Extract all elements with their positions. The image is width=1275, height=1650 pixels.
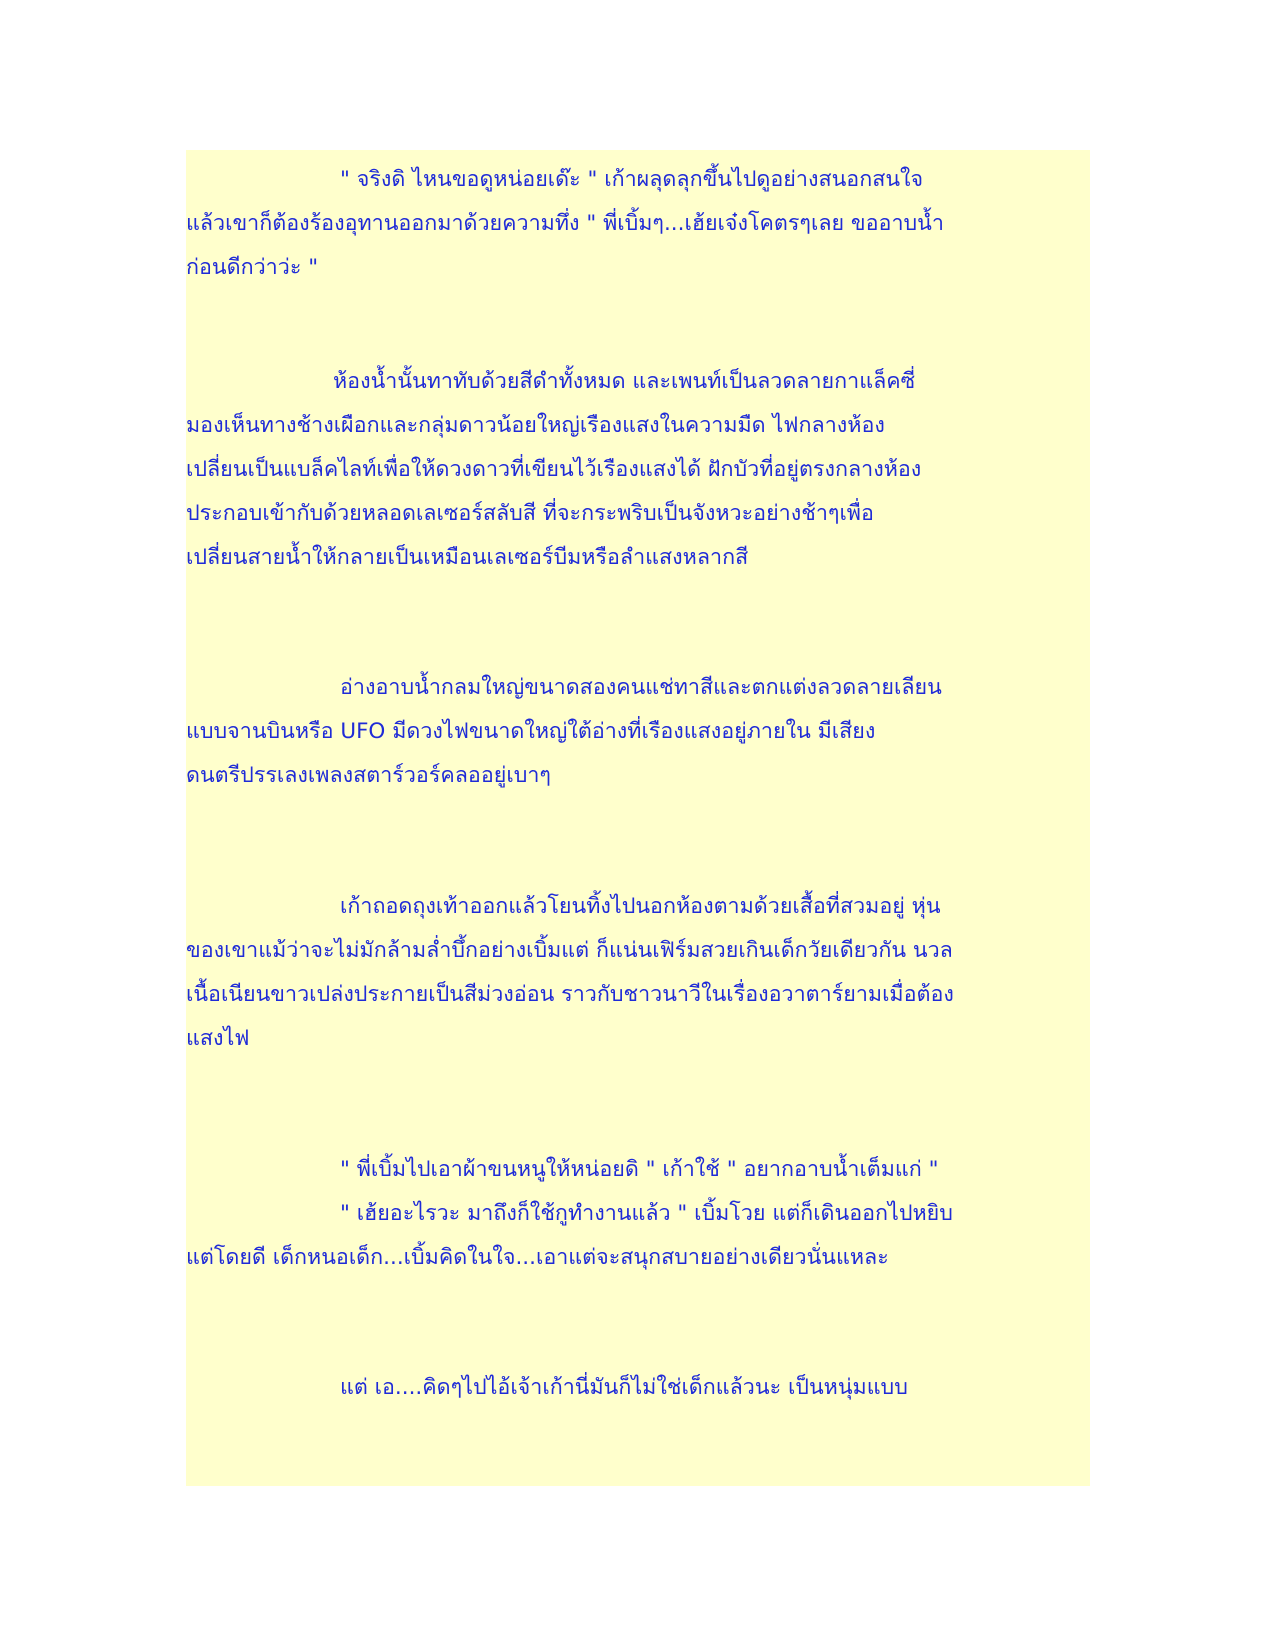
paragraph-1-line-3: ก่อนดีกว่าว่ะ " bbox=[186, 255, 319, 280]
paragraph-2-line-2: มองเห็นทางช้างเผือกและกลุ่มดาวน้อยใหญ่เรืองแสงในความมืด ไฟกลางห้อง bbox=[186, 413, 885, 438]
paragraph-1-line-1: " จริงดิ ไหนขอดูหน่อยเด๊ะ " เก้าผลุดลุกขึ้นไปดูอย่างสนอกสนใจ bbox=[340, 167, 924, 192]
highlighted-text-panel bbox=[186, 150, 1090, 1486]
paragraph-4-line-3: เนื้อเนียนขาวเปล่งประกายเป็นสีม่วงอ่อน ราวกับชาวนาวีในเรื่องอวาตาร์ยามเมื่อต้อง bbox=[186, 982, 954, 1007]
paragraph-6-line-1: แต่ เอ....คิดๆไปไอ้เจ้าเก้านี่มันก็ไม่ใช่เด็กแล้วนะ เป็นหนุ่มแบบ bbox=[340, 1375, 908, 1400]
paragraph-3-line-2: แบบจานบินหรือ UFO มีดวงไฟขนาดใหญ่ใต้อ่างที่เรืองแสงอยู่ภายใน มีเสียง bbox=[186, 719, 876, 744]
paragraph-4-line-1: เก้าถอดถุงเท้าออกแล้วโยนทิ้งไปนอกห้องตามด้วยเสื้อที่สวมอยู่ หุ่น bbox=[340, 894, 941, 919]
dialogue-line-2: " เฮ้ยอะไรวะ มาถึงก็ใช้กูทำงานแล้ว " เบิ้มโวย แต่ก็เดินออกไปหยิบ bbox=[340, 1201, 953, 1226]
paragraph-1-line-2: แล้วเขาก็ต้องร้องอุทานออกมาด้วยความทึ่ง " พี่เบิ้มๆ...เฮ้ยเจ๋งโคตรๆเลย ขออาบน้ำ bbox=[186, 211, 944, 236]
dialogue-line-1: " พี่เบิ้มไปเอาผ้าขนหนูให้หน่อยดิ " เก้าใช้ " อยากอาบน้ำเต็มแก่ " bbox=[340, 1157, 939, 1182]
dialogue-line-3: แต่โดยดี เด็กหนอเด็ก...เบิ้มคิดในใจ...เอาแต่จะสนุกสบายอย่างเดียวนั่นแหละ bbox=[186, 1245, 889, 1270]
paragraph-2-line-1: ห้องน้ำนั้นทาทับด้วยสีดำทั้งหมด และเพนท์เป็นลวดลายกาแล็คซี่ bbox=[333, 369, 916, 394]
paragraph-4-line-2: ของเขาแม้ว่าจะไม่มักล้ามล่ำบึ้กอย่างเบิ้มแต่ ก็แน่นเฟิร์มสวยเกินเด็กวัยเดียวกัน นวล bbox=[186, 938, 953, 963]
paragraph-2-line-3: เปลี่ยนเป็นแบล็คไลท์เพื่อให้ดวงดาวที่เขียนไว้เรืองแสงได้ ฝักบัวที่อยู่ตรงกลางห้อง bbox=[186, 457, 922, 482]
paragraph-2-line-5: เปลี่ยนสายน้ำให้กลายเป็นเหมือนเลเซอร์บีมหรือลำแสงหลากสี bbox=[186, 545, 749, 570]
paragraph-3-line-3: ดนตรีปรรเลงเพลงสตาร์วอร์คลออยู่เบาๆ bbox=[186, 763, 551, 788]
paragraph-2-line-4: ประกอบเข้ากับด้วยหลอดเลเซอร์สลับสี ที่จะกระพริบเป็นจังหวะอย่างช้าๆเพื่อ bbox=[186, 501, 874, 526]
paragraph-3-line-1: อ่างอาบน้ำกลมใหญ่ขนาดสองคนแช่ทาสีและตกแต่งลวดลายเลียน bbox=[340, 675, 942, 700]
paragraph-4-line-4: แสงไฟ bbox=[186, 1026, 250, 1051]
